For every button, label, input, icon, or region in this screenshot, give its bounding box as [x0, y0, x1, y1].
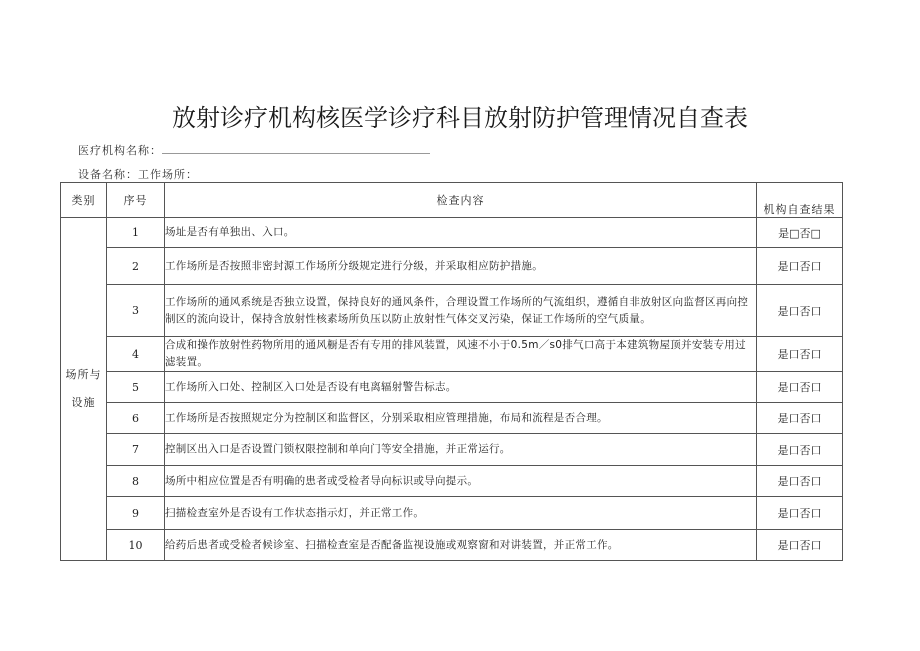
row-number: 2	[107, 248, 165, 285]
row-number: 5	[107, 372, 165, 403]
row-number: 10	[107, 530, 165, 561]
row-number: 4	[107, 337, 165, 372]
row-result-checkbox[interactable]: 是口否口	[757, 497, 843, 530]
table-row	[61, 372, 843, 403]
row-number: 1	[107, 218, 165, 248]
table-row	[61, 337, 843, 372]
row-result-checkbox[interactable]: 是□否□	[757, 218, 843, 248]
table-row	[61, 248, 843, 285]
row-result-checkbox[interactable]: 是口否口	[757, 337, 843, 372]
table-row	[61, 403, 843, 434]
checklist-table	[60, 182, 843, 561]
table-row	[61, 497, 843, 530]
equipment-name-label: 设备名称：工作场所：	[78, 168, 198, 181]
table-header-row	[61, 183, 843, 218]
header-result: 机构自查结果	[757, 183, 843, 218]
table-row	[61, 530, 843, 561]
header-number: 序号	[107, 183, 165, 218]
institution-name-label: 医疗机构名称：	[78, 144, 162, 157]
row-result-checkbox[interactable]: 是口否口	[757, 434, 843, 466]
row-result-checkbox[interactable]: 是口否口	[757, 285, 843, 337]
row-content: 场址是否有单独出、入口。	[165, 218, 757, 248]
institution-name-field[interactable]	[162, 153, 430, 154]
row-result-checkbox[interactable]: 是口否口	[757, 248, 843, 285]
header-content: 检查内容	[165, 183, 757, 218]
row-number: 6	[107, 403, 165, 434]
row-number: 8	[107, 466, 165, 497]
row-number: 7	[107, 434, 165, 466]
row-content: 合成和操作放射性药物所用的通风橱是否有专用的排风装置，风速不小于0.5m／s0排气口高于本建筑物屋顶并安装专用过滤装置。	[165, 337, 757, 372]
table-row	[61, 434, 843, 466]
page-title: 放射诊疗机构核医学诊疗科目放射防护管理情况自查表	[172, 104, 748, 132]
row-content: 工作场所入口处、控制区入口处是否设有电离辐射警告标志。	[165, 372, 757, 403]
row-content: 扫描检查室外是否设有工作状态指示灯，并正常工作。	[165, 497, 757, 530]
row-content: 给药后患者或受检者候诊室、扫描检查室是否配备监视设施或观察窗和对讲装置，并正常工作。	[165, 530, 757, 561]
header-category: 类别	[61, 183, 107, 218]
row-content: 控制区出入口是否设置门锁权限控制和单向门等安全措施，并正常运行。	[165, 434, 757, 466]
row-content: 工作场所的通风系统是否独立设置，保持良好的通风条件，合理设置工作场所的气流组织，遵循自非放射区向监督区再向控制区的流向设计，保持含放射性核素场所负压以防止放射性气体交叉污染，保证工作场所的空气质量。	[165, 285, 757, 337]
row-content: 工作场所是否按照规定分为控制区和监督区，分别采取相应管理措施，布局和流程是否合理。	[165, 403, 757, 434]
table-row	[61, 218, 843, 248]
table-row	[61, 466, 843, 497]
row-number: 3	[107, 285, 165, 337]
row-content: 场所中相应位置是否有明确的患者或受检者导向标识或导向提示。	[165, 466, 757, 497]
row-result-checkbox[interactable]: 是口否口	[757, 530, 843, 561]
row-result-checkbox[interactable]: 是口否口	[757, 372, 843, 403]
row-number: 9	[107, 497, 165, 530]
row-result-checkbox[interactable]: 是口否口	[757, 466, 843, 497]
category-cell: 场所与设施	[61, 218, 107, 561]
row-result-checkbox[interactable]: 是口否口	[757, 403, 843, 434]
table-row	[61, 285, 843, 337]
row-content: 工作场所是否按照非密封源工作场所分级规定进行分级，并采取相应防护措施。	[165, 248, 757, 285]
